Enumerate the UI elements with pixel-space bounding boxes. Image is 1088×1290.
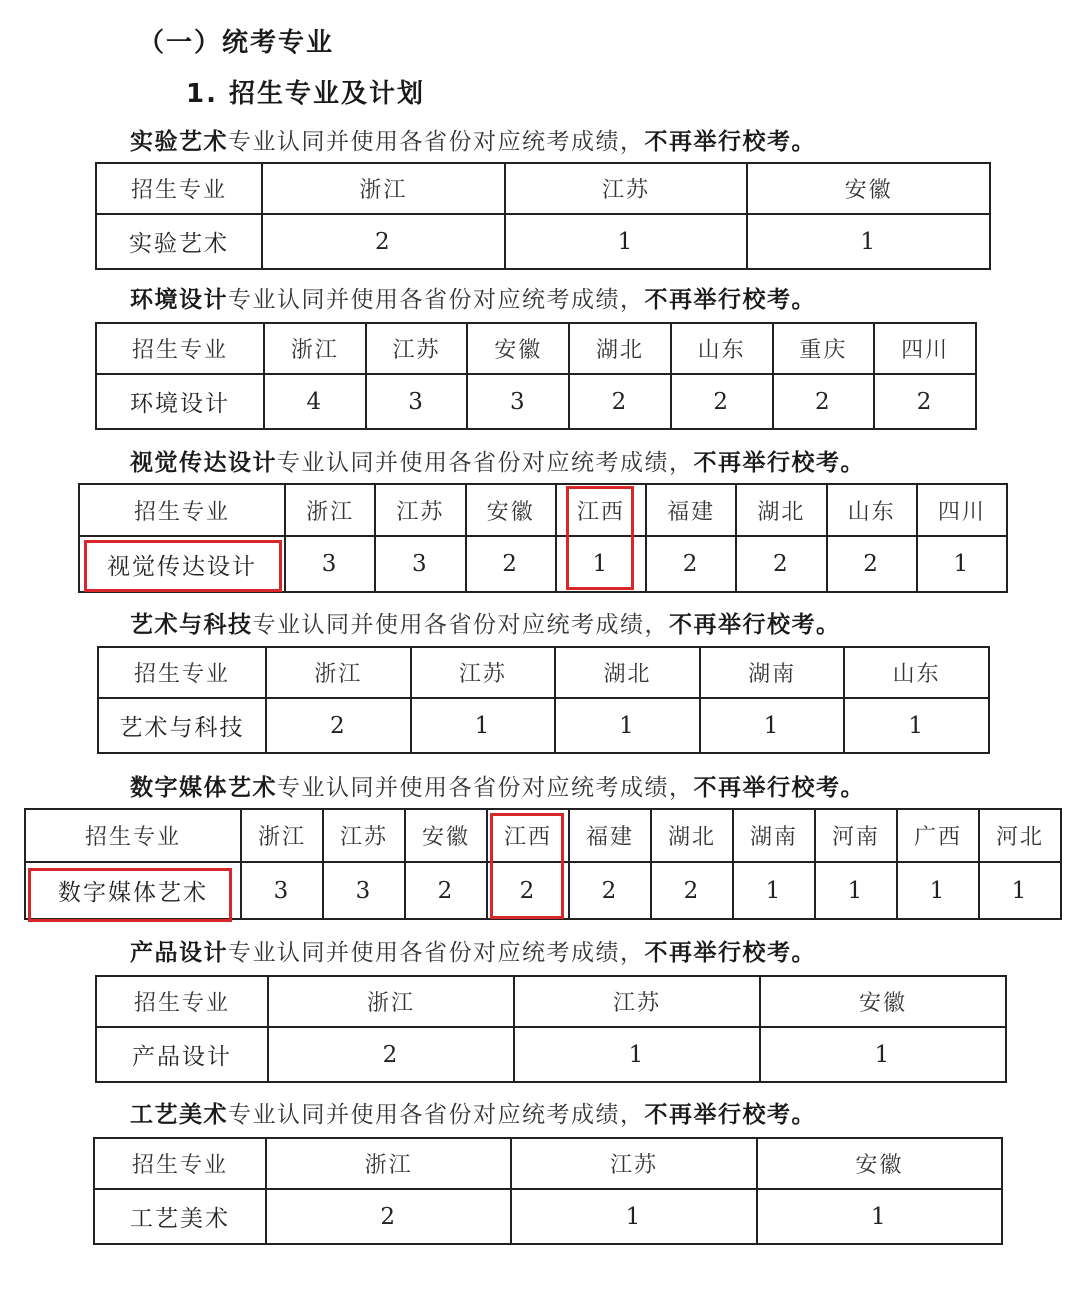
quota-cell: 3 [323, 862, 405, 919]
quota-cell: 2 [466, 536, 556, 592]
quota-cell: 1 [897, 862, 979, 919]
province-header: 江苏 [411, 647, 556, 698]
quota-cell: 2 [405, 862, 487, 919]
province-header-highlighted: 江西 [556, 484, 646, 536]
province-header: 安徽 [757, 1138, 1002, 1189]
province-header-highlighted: 江西 [487, 809, 569, 862]
province-header: 湖北 [651, 809, 733, 862]
quota-cell: 1 [844, 698, 989, 753]
quota-cell: 1 [411, 698, 556, 753]
province-header: 浙江 [266, 1138, 511, 1189]
header-label: 招生专业 [96, 163, 262, 214]
province-header: 浙江 [266, 647, 411, 698]
province-header: 湖北 [736, 484, 826, 536]
quota-cell: 3 [285, 536, 375, 592]
province-header: 河北 [979, 809, 1061, 862]
sub-heading: 1. 招生专业及计划 [186, 79, 426, 109]
quota-cell: 3 [366, 374, 468, 429]
quota-cell: 1 [747, 214, 990, 269]
quota-cell-highlighted: 1 [556, 536, 646, 592]
note-experimental-art: 实验艺术专业认同并使用各省份对应统考成绩，不再举行校考。 [130, 129, 816, 155]
province-header: 福建 [569, 809, 651, 862]
plan-table-digital-media-art [24, 808, 1062, 920]
major-name: 环境设计 [96, 374, 264, 429]
quota-cell: 1 [505, 214, 748, 269]
province-header: 湖南 [700, 647, 845, 698]
province-header: 浙江 [241, 809, 323, 862]
quota-cell: 2 [874, 374, 976, 429]
province-header: 江苏 [505, 163, 748, 214]
quota-cell: 2 [671, 374, 773, 429]
plan-table-environmental-design [95, 322, 977, 430]
province-header: 浙江 [262, 163, 505, 214]
note-environmental-design: 环境设计专业认同并使用各省份对应统考成绩，不再举行校考。 [130, 287, 816, 313]
quota-cell: 2 [827, 536, 917, 592]
province-header: 湖南 [733, 809, 815, 862]
province-header: 安徽 [747, 163, 990, 214]
quota-cell: 1 [555, 698, 700, 753]
note-digital-media-art: 数字媒体艺术专业认同并使用各省份对应统考成绩，不再举行校考。 [130, 775, 865, 801]
note-product-design: 产品设计专业认同并使用各省份对应统考成绩，不再举行校考。 [130, 940, 816, 966]
quota-cell: 2 [736, 536, 826, 592]
quota-cell: 2 [262, 214, 505, 269]
quota-cell: 2 [266, 1189, 511, 1244]
province-header: 安徽 [760, 976, 1006, 1027]
header-label: 招生专业 [79, 484, 285, 536]
province-header: 江苏 [375, 484, 465, 536]
quota-cell: 3 [375, 536, 465, 592]
major-name: 艺术与科技 [98, 698, 266, 753]
quota-cell: 2 [569, 862, 651, 919]
plan-table-art-and-technology [97, 646, 990, 754]
quota-cell-highlighted: 2 [487, 862, 569, 919]
quota-cell: 2 [651, 862, 733, 919]
section-heading: （一）统考专业 [138, 28, 335, 58]
plan-table-arts-and-crafts [93, 1137, 1003, 1245]
province-header: 山东 [844, 647, 989, 698]
quota-cell: 2 [569, 374, 671, 429]
province-header: 重庆 [773, 323, 875, 374]
plan-table-product-design [95, 975, 1007, 1083]
quota-cell: 2 [773, 374, 875, 429]
plan-table-experimental-art [95, 162, 991, 270]
province-header: 江苏 [323, 809, 405, 862]
province-header: 江苏 [511, 1138, 756, 1189]
province-header: 四川 [917, 484, 1007, 536]
header-label: 招生专业 [98, 647, 266, 698]
province-header: 安徽 [466, 484, 556, 536]
quota-cell: 4 [264, 374, 366, 429]
quota-cell: 1 [979, 862, 1061, 919]
province-header: 福建 [646, 484, 736, 536]
header-label: 招生专业 [94, 1138, 266, 1189]
header-label: 招生专业 [96, 976, 268, 1027]
province-header: 安徽 [405, 809, 487, 862]
note-art-and-technology: 艺术与科技专业认同并使用各省份对应统考成绩，不再举行校考。 [130, 612, 841, 638]
province-header: 江苏 [366, 323, 468, 374]
quota-cell: 2 [268, 1027, 514, 1082]
quota-cell: 1 [757, 1189, 1002, 1244]
quota-cell: 1 [700, 698, 845, 753]
quota-cell: 3 [241, 862, 323, 919]
quota-cell: 1 [760, 1027, 1006, 1082]
province-header: 广西 [897, 809, 979, 862]
major-name-highlighted: 视觉传达设计 [79, 536, 285, 592]
province-header: 湖北 [569, 323, 671, 374]
header-label: 招生专业 [25, 809, 241, 862]
quota-cell: 1 [917, 536, 1007, 592]
quota-cell: 1 [815, 862, 897, 919]
plan-table-visual-communication [78, 483, 1008, 593]
major-name: 工艺美术 [94, 1189, 266, 1244]
quota-cell: 1 [514, 1027, 760, 1082]
major-name: 产品设计 [96, 1027, 268, 1082]
note-visual-communication: 视觉传达设计专业认同并使用各省份对应统考成绩，不再举行校考。 [130, 450, 865, 476]
province-header: 浙江 [268, 976, 514, 1027]
quota-cell: 1 [511, 1189, 756, 1244]
province-header: 江苏 [514, 976, 760, 1027]
quota-cell: 3 [467, 374, 569, 429]
province-header: 浙江 [264, 323, 366, 374]
province-header: 山东 [671, 323, 773, 374]
header-label: 招生专业 [96, 323, 264, 374]
province-header: 四川 [874, 323, 976, 374]
province-header: 山东 [827, 484, 917, 536]
province-header: 浙江 [285, 484, 375, 536]
note-arts-and-crafts: 工艺美术专业认同并使用各省份对应统考成绩，不再举行校考。 [130, 1102, 816, 1128]
major-name-highlighted: 数字媒体艺术 [25, 862, 241, 919]
major-name: 实验艺术 [96, 214, 262, 269]
province-header: 安徽 [467, 323, 569, 374]
province-header: 河南 [815, 809, 897, 862]
quota-cell: 2 [266, 698, 411, 753]
quota-cell: 1 [733, 862, 815, 919]
province-header: 湖北 [555, 647, 700, 698]
quota-cell: 2 [646, 536, 736, 592]
